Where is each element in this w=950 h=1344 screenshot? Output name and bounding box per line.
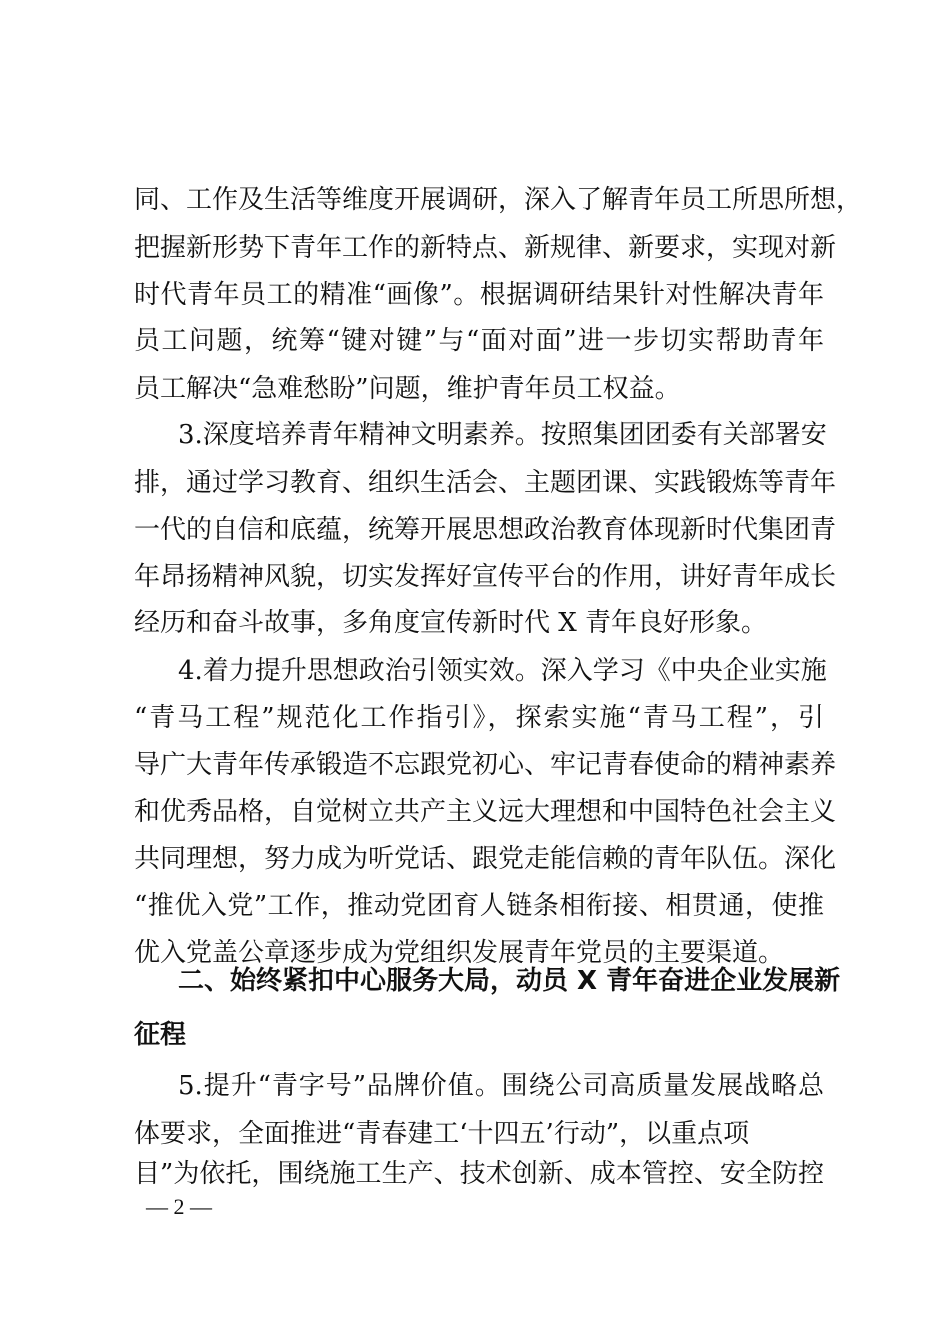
text-line: 共同理想，努力成为听党话、跟党走能信赖的青年队伍。深化 <box>134 844 837 874</box>
text-line: 同、工作及生活等维度开展调研，深入了解青年员工所思所想， <box>134 185 863 215</box>
text-line: 优入党盖公章逐步成为党组织发展青年党员的主要渠道。 <box>134 938 785 968</box>
text-line: 经历和奋斗故事，多角度宣传新时代 X 青年良好形象。 <box>134 608 768 638</box>
page-number: — 2 — <box>146 1194 212 1219</box>
text-line: 和优秀品格，自觉树立共产主义远大理想和中国特色社会主义 <box>134 797 837 827</box>
section-heading-line-2: 征程 <box>134 1020 187 1050</box>
text-line: “青马工程”规范化工作指引》，探索实施“青马工程”，引 <box>134 703 824 733</box>
paragraph-3-start: 3.深度培养青年精神文明素养。按照集团团委有关部署安 <box>178 420 827 450</box>
text-line: 时代青年员工的精准“画像”。根据调研结果针对性解决青年 <box>134 280 824 310</box>
text-line: 体要求，全面推进“青春建工‘十四五’行动”，以重点项 <box>134 1119 750 1149</box>
text-line: “推优入党”工作，推动党团育人链条相衔接、相贯通，使推 <box>134 891 824 921</box>
section-heading-line-1: 二、始终紧扣中心服务大局，动员 X 青年奋进企业发展新 <box>178 966 841 996</box>
text-line: 员工问题，统筹“键对键”与“面对面”进一步切实帮助青年 <box>134 326 824 356</box>
text-line: 员工解决“急难愁盼”问题，维护青年员工权益。 <box>134 374 681 404</box>
paragraph-4-start: 4.着力提升思想政治引领实效。深入学习《中央企业实施 <box>178 656 827 686</box>
text-line: 年昂扬精神风貌，切实发挥好宣传平台的作用，讲好青年成长 <box>134 562 837 592</box>
text-line: 排，通过学习教育、组织生活会、主题团课、实践锻炼等青年 <box>134 468 837 498</box>
paragraph-5-start: 5.提升“青字号”品牌价值。围绕公司高质量发展战略总 <box>178 1071 824 1101</box>
text-line: 导广大青年传承锻造不忘跟党初心、牢记青春使命的精神素养 <box>134 750 837 780</box>
text-line: 一代的自信和底蕴，统筹开展思想政治教育体现新时代集团青 <box>134 515 837 545</box>
text-line: 目”为依托，围绕施工生产、技术创新、成本管控、安全防控 <box>134 1159 824 1189</box>
text-line: 把握新形势下青年工作的新特点、新规律、新要求，实现对新 <box>134 233 837 263</box>
